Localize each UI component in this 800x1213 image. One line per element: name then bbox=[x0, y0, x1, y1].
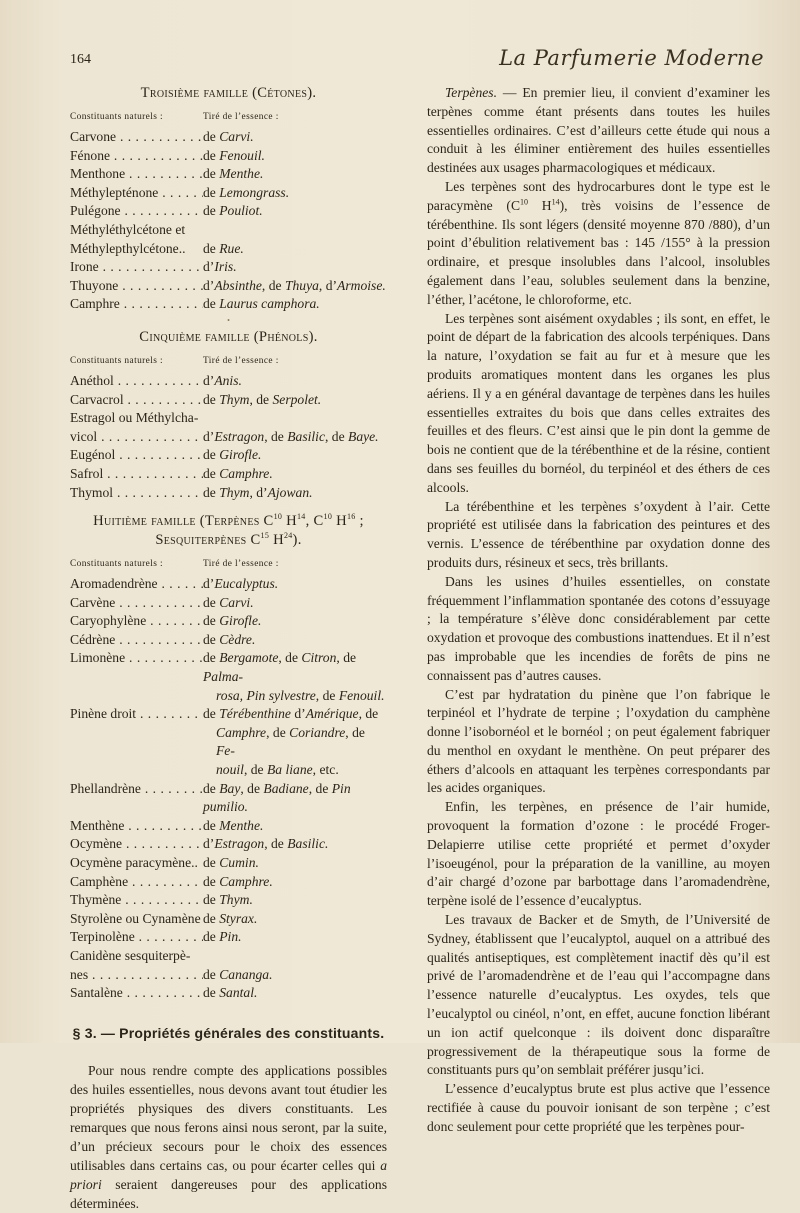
column-header-source: Tiré de l’essence : bbox=[203, 355, 279, 366]
source-plant-name: Baye. bbox=[348, 428, 379, 444]
paragraph-text: Pour nous rendre compte des applications possibles des huiles essentielles, nous devons avant tout étudier les propriétés physiques des divers constituants. Les remarques que nous ferons ainsi nous seront, par la suite, d’un précieux secours pour le choix des essences utilisables dans certains cas, ou pour écarter celles qui bbox=[70, 1062, 387, 1173]
column-header-source: Tiré de l’essence : bbox=[203, 112, 279, 122]
constituent-name: Menthone . . . bbox=[70, 165, 203, 184]
constituent-source bbox=[203, 446, 387, 465]
source-text: de bbox=[203, 184, 220, 200]
constituent-source bbox=[203, 184, 387, 203]
source-plant-name: nouil bbox=[216, 762, 244, 778]
source-text: , de bbox=[243, 762, 267, 778]
source-plant-name: Fe- bbox=[216, 743, 235, 759]
constituent-row bbox=[70, 240, 387, 259]
constituent-source bbox=[203, 984, 387, 1003]
column-headers bbox=[70, 112, 387, 124]
constituent-name: Pulégone . . . bbox=[70, 202, 203, 221]
source-text: d’ bbox=[203, 372, 215, 388]
paragraph-terpenes bbox=[427, 84, 770, 178]
constituent-name: Anéthol . . . bbox=[70, 372, 203, 391]
source-plant-name: Cumin. bbox=[219, 855, 259, 870]
source-plant-name: Thym. bbox=[219, 892, 253, 908]
constituent-source bbox=[203, 221, 387, 240]
constituent-row bbox=[70, 409, 387, 428]
constituent-source bbox=[203, 202, 387, 221]
constituent-source bbox=[203, 854, 387, 873]
right-column bbox=[427, 84, 770, 1137]
constituents-list-third-family bbox=[70, 128, 387, 314]
source-text: de bbox=[203, 650, 220, 666]
constituent-source bbox=[203, 409, 387, 428]
constituent-source bbox=[203, 594, 387, 613]
constituent-row bbox=[70, 631, 387, 650]
constituent-row bbox=[70, 147, 387, 166]
source-text: de bbox=[203, 892, 220, 908]
source-text: , de bbox=[249, 391, 273, 407]
paragraph-text: H bbox=[528, 197, 552, 213]
source-text: d’ bbox=[290, 706, 306, 722]
constituent-row bbox=[70, 484, 387, 503]
source-plant-name: Palma- bbox=[203, 669, 244, 685]
section-title-third-family: Troisième famille (Cétones). bbox=[140, 85, 317, 101]
source-text: de bbox=[203, 465, 220, 481]
source-plant-name: Pouliot. bbox=[219, 203, 263, 219]
source-plant-name: Lemongrass. bbox=[219, 184, 290, 200]
constituent-source bbox=[203, 780, 387, 817]
constituent-name: Pinène droit . . . bbox=[70, 705, 203, 724]
constituent-row bbox=[70, 391, 387, 410]
source-text: , d’ bbox=[318, 277, 338, 293]
paragraph-lead-italic: Terpènes. bbox=[445, 85, 497, 100]
constituent-row bbox=[70, 649, 387, 686]
constituent-name: Eugénol . . . bbox=[70, 446, 203, 465]
constituent-name: Cédrène . . . bbox=[70, 631, 203, 650]
constituent-row bbox=[70, 202, 387, 221]
constituent-row bbox=[70, 835, 387, 854]
paragraph-ozone: Enfin, les terpènes, en présence de l’air humide, provoquent la formation d’ozone : le procédé Froger-Delapierre utilise cette propriété et permet d’oxyder l’isoeugénol, pour la préparation de la vanilline, au moyen d’air chargé d’ozone par barbottage dans l’aromadendrène, terpène isolé de l’essence d’eucalyptus. bbox=[427, 799, 770, 909]
source-text: de bbox=[203, 985, 220, 1001]
constituent-name: vicol . . . bbox=[70, 428, 203, 447]
source-text: de bbox=[203, 613, 220, 629]
source-text: de bbox=[203, 296, 220, 312]
constituent-source bbox=[203, 873, 387, 892]
paragraph-factories: Dans les usines d’huiles essentielles, on constate fréquemment l’inflammation spontanée des cotons d’essuyage ; la température s’élève donc considérablement par cette oxydation et provoque des combustions inattendues. Et il n’est pas improbable que les incendies de forêts de pins ne connaissent pas d’autres causes. bbox=[427, 573, 770, 683]
left-column bbox=[70, 84, 387, 1213]
source-plant-name: Thuya bbox=[284, 277, 319, 293]
paragraph-text: — En premier lieu, il convient d’examiner les terpènes comme étant présents dans toutes les huiles essentielles ordinaires. C’est d’ailleurs cette étude qui nous a conduit à les éliminer entièrement des huiles essentielles destinées aux usages pharmacologiques et médicaux. bbox=[427, 85, 770, 176]
constituent-row bbox=[70, 761, 387, 780]
source-text: , de bbox=[358, 706, 379, 722]
source-plant-name: Serpolet. bbox=[272, 391, 322, 407]
running-title: La Parfumerie Moderne bbox=[499, 46, 764, 70]
constituent-row bbox=[70, 428, 387, 447]
column-header-source: Tiré de l’essence : bbox=[203, 559, 279, 570]
paragraph-hydration: C’est par hydratation du pinène que l’on fabrique le terpinéol et l’hydrate de terpine ; l’oxydation du camphène donne l’isobornéol et le bornéol ; on peut également fabriquer du menthol en oxydant le menthène. On peut préparer des éthers d’alcools en attaquant les terpènes correspondants par les acides organiques. bbox=[427, 686, 770, 796]
constituent-name: Canidène sesquiterpè- bbox=[70, 947, 191, 963]
constituent-name bbox=[70, 724, 203, 761]
source-plant-name: Thym bbox=[219, 484, 250, 500]
paragraph-text: ), très voisins de l’essence de térébenthine. Ils sont légers (densité moyenne 870 /880), d’un point d’ébulition relativement bas : 145 /155° à la pression ordinaire, et presque insolubles dans l’alcool, insolubles également dans l’eau, solubles seulement dans la benzine, l’éther, l’acétone, le chloroforme, etc. bbox=[427, 197, 771, 307]
formula-sup: 10 bbox=[323, 512, 333, 522]
constituent-row bbox=[70, 465, 387, 484]
constituent-source bbox=[203, 575, 387, 594]
formula-sup: 10 bbox=[273, 512, 283, 522]
constituent-source bbox=[203, 631, 387, 650]
paragraph-eucalyptus: L’essence d’eucalyptus brute est plus active que l’essence rectifiée à cause du pouvoir ionisant de son terpène ; c’est donc seulement pour cette propriété que les terpènes pour- bbox=[427, 1081, 770, 1134]
source-plant-name: Carvi. bbox=[219, 129, 254, 144]
constituent-source bbox=[203, 165, 387, 184]
source-text: de bbox=[203, 966, 220, 982]
page-number: 164 bbox=[70, 52, 91, 67]
source-plant-name: rosa, Pin sylvestre bbox=[216, 687, 316, 703]
source-text: de bbox=[203, 484, 220, 500]
formula-text: ; bbox=[355, 513, 364, 530]
source-plant-name: Fenouil. bbox=[219, 147, 265, 163]
paragraph-text: Les terpènes sont des hydrocarbures dont le type est le paracymène (C bbox=[427, 178, 770, 213]
source-text: de bbox=[203, 855, 220, 870]
source-text: de bbox=[203, 166, 220, 182]
source-text: , de bbox=[278, 650, 302, 666]
constituent-row bbox=[70, 928, 387, 947]
paragraph-sydney: Les travaux de Backer et de Smyth, de l’Université de Sydney, établissent que l’eucalyptol, auquel on a attribué des qualités antiseptiques, est complètement inactif dès qu’il est privé de l’aromadendrène et de l’eau qui l’accompagne dans l’essence naturelle d’eucalyptus. Les oxydes, tels que l’eucalyptol ou cinéol, n’ont, en effet, aucune fonction libérant un ion actif quelconque : ils doivent donc disparaître progressivement de la thérapeutique sous la forme de constituants purs qu’on semblait préférer jusqu’ici. bbox=[427, 912, 770, 1078]
constituent-name: Fénone . . . bbox=[70, 147, 203, 166]
source-text: de bbox=[203, 203, 220, 219]
source-plant-name: Styrax. bbox=[219, 910, 258, 926]
source-plant-name: Carvi. bbox=[219, 594, 254, 610]
constituent-row bbox=[70, 910, 387, 929]
source-plant-name: Girofle. bbox=[219, 613, 262, 629]
source-plant-name: Anis. bbox=[214, 372, 242, 388]
constituent-row bbox=[70, 446, 387, 465]
source-text: de bbox=[203, 929, 220, 945]
constituent-source bbox=[203, 835, 387, 854]
constituent-source bbox=[203, 947, 387, 966]
constituent-source bbox=[203, 891, 387, 910]
constituent-source bbox=[203, 428, 387, 447]
source-plant-name: Santal. bbox=[219, 985, 258, 1001]
formula-sup: 14 bbox=[551, 197, 560, 207]
source-plant-name: Basilic bbox=[287, 428, 325, 444]
column-header-constituents: Constituants naturels : bbox=[70, 355, 164, 366]
constituent-row bbox=[70, 780, 387, 817]
source-plant-name: Cèdre. bbox=[219, 631, 256, 647]
source-text: de bbox=[203, 391, 220, 407]
source-plant-name: Bay bbox=[219, 780, 241, 796]
constituent-row bbox=[70, 372, 387, 391]
constituent-row bbox=[70, 724, 387, 761]
constituent-source bbox=[203, 277, 387, 296]
constituent-source bbox=[203, 687, 387, 706]
section-title-eighth-family bbox=[70, 512, 387, 550]
constituent-source bbox=[203, 465, 387, 484]
source-plant-name: Camphre bbox=[216, 724, 267, 740]
column-headers bbox=[70, 356, 387, 368]
source-plant-name: Camphre. bbox=[219, 873, 273, 889]
source-plant-name: Thym bbox=[219, 391, 250, 407]
formula-text: H bbox=[269, 532, 284, 549]
constituent-source bbox=[203, 649, 387, 686]
constituent-name: Ocymène paracymène.. bbox=[70, 855, 198, 870]
constituent-source bbox=[203, 817, 387, 836]
source-plant-name: Amérique bbox=[305, 706, 359, 722]
constituent-name: Caryophylène . . . bbox=[70, 612, 203, 631]
constituents-list-fifth-family bbox=[70, 372, 387, 502]
constituent-name: Styrolène ou Cynamène . . . bbox=[70, 910, 203, 929]
source-plant-name: Cananga. bbox=[219, 966, 273, 982]
constituent-name: Irone . . . bbox=[70, 258, 203, 277]
intro-paragraph bbox=[70, 1061, 387, 1213]
source-text: , de bbox=[308, 780, 332, 796]
source-plant-name: Ajowan. bbox=[267, 484, 313, 500]
constituent-name: Camphène . . . bbox=[70, 873, 203, 892]
source-text: d’ bbox=[203, 277, 215, 293]
constituent-source bbox=[203, 128, 387, 147]
constituent-source bbox=[203, 240, 387, 259]
source-plant-name: Absinthe bbox=[214, 277, 262, 293]
constituent-source bbox=[203, 761, 387, 780]
source-plant-name: Fenouil. bbox=[338, 687, 385, 703]
source-plant-name: Bergamote bbox=[219, 650, 279, 666]
source-text: , de bbox=[315, 687, 339, 703]
constituent-name: Limonène . . . bbox=[70, 649, 203, 686]
constituent-source bbox=[203, 724, 387, 761]
constituent-source bbox=[203, 705, 387, 724]
source-text: , de bbox=[261, 277, 285, 293]
source-plant-name: Basilic. bbox=[287, 836, 329, 852]
constituent-row bbox=[70, 221, 387, 240]
source-plant-name: Girofle. bbox=[219, 447, 262, 463]
source-plant-name: Estragon bbox=[214, 428, 265, 444]
constituent-name: Phellandrène . . . bbox=[70, 780, 203, 817]
constituent-name: Ocymène . . . bbox=[70, 835, 203, 854]
source-plant-name: Iris. bbox=[214, 259, 237, 275]
source-text: de bbox=[203, 780, 220, 796]
source-text: , de bbox=[345, 724, 365, 740]
constituent-name: Estragol ou Méthylcha- bbox=[70, 410, 199, 426]
constituent-row bbox=[70, 594, 387, 613]
constituent-source bbox=[203, 147, 387, 166]
constituent-name bbox=[70, 687, 203, 706]
constituent-row bbox=[70, 705, 387, 724]
source-text: de bbox=[203, 240, 220, 256]
source-plant-name: Coriandre bbox=[289, 724, 346, 740]
constituent-row bbox=[70, 854, 387, 873]
constituent-name: Carvène . . . bbox=[70, 594, 203, 613]
formula-sup: 10 bbox=[520, 197, 529, 207]
paragraph-oxidation: Les terpènes sont aisément oxydables ; ils sont, en effet, le point de départ de la fabrication des alcools terpéniques. Dans la nature, l’oxydation se fait au fur et à mesure que les produits aromatiques montent dans les organes les plus aériens. Il y a en général davantage de terpènes dans les huiles essentielles extraites du bois que dans celles extraites des feuilles et des fleurs. C’est ainsi que le pin dont la gemme de bois ne contient que de la térébenthine et de la résine, contient dans ses feuilles du bornéol, du terpinéol et des éthers de ces alcools. bbox=[427, 310, 770, 495]
source-text: de bbox=[203, 447, 220, 463]
subsection-title: § 3. — Propriétés générales des constituants. bbox=[72, 1024, 385, 1041]
formula-text: (Terpènes C bbox=[195, 513, 274, 530]
constituent-name: Terpinolène . . . bbox=[70, 928, 203, 947]
section-title-eighth-family-label: Huitième famille bbox=[93, 513, 196, 530]
source-text: , de bbox=[240, 780, 264, 796]
constituent-source bbox=[203, 928, 387, 947]
source-plant-name: Camphre. bbox=[219, 465, 273, 481]
source-plant-name: Rue. bbox=[219, 240, 244, 256]
formula-text: , C bbox=[305, 513, 324, 530]
constituent-row bbox=[70, 295, 387, 314]
source-plant-name: Ba liane bbox=[266, 762, 313, 778]
source-text: , de bbox=[324, 428, 349, 444]
constituent-source bbox=[203, 612, 387, 631]
constituent-source bbox=[203, 966, 387, 985]
constituent-source bbox=[203, 910, 387, 929]
constituent-row bbox=[70, 947, 387, 966]
paragraph-text: seraient dangereuses pour des applications déterminées. bbox=[70, 1176, 387, 1211]
source-text: , d’ bbox=[249, 484, 268, 500]
constituents-list-eighth-family bbox=[70, 575, 387, 1003]
paragraph-hydrocarbons bbox=[427, 178, 770, 310]
constituent-row bbox=[70, 165, 387, 184]
constituent-row bbox=[70, 128, 387, 147]
constituent-row bbox=[70, 891, 387, 910]
constituent-name: Aromadendrène . . . bbox=[70, 575, 203, 594]
constituent-name: Thymène . . . bbox=[70, 891, 203, 910]
constituent-name: Carvacrol . . . bbox=[70, 391, 203, 410]
formula-text: H bbox=[332, 513, 347, 530]
source-plant-name: Badiane bbox=[263, 780, 309, 796]
constituent-name: Santalène . . . bbox=[70, 984, 203, 1003]
constituent-row bbox=[70, 612, 387, 631]
section-title-fifth-family: Cinquième famille (Phénols). bbox=[139, 328, 318, 345]
constituent-name: Méthylepténone . . . bbox=[70, 184, 203, 203]
constituent-name: Thymol . . . bbox=[70, 484, 203, 503]
constituent-row bbox=[70, 817, 387, 836]
source-plant-name: Pin. bbox=[219, 929, 242, 945]
constituent-row bbox=[70, 873, 387, 892]
source-plant-name: Menthe. bbox=[219, 166, 264, 182]
source-plant-name: Menthe. bbox=[219, 817, 264, 833]
source-text: de bbox=[203, 873, 220, 889]
constituent-name: Menthène . . . bbox=[70, 817, 203, 836]
constituent-row bbox=[70, 966, 387, 985]
page-header bbox=[70, 46, 764, 72]
source-plant-name: Eucalyptus. bbox=[214, 576, 279, 592]
constituent-source bbox=[203, 295, 387, 314]
paragraph-italic: a priori bbox=[70, 1157, 387, 1192]
source-text: de bbox=[203, 817, 220, 833]
formula-text: Sesquiterpènes C bbox=[155, 532, 261, 549]
source-text: de bbox=[203, 147, 220, 163]
constituent-row bbox=[70, 984, 387, 1003]
formula-sup: 15 bbox=[260, 531, 270, 541]
source-text: de bbox=[203, 594, 220, 610]
paragraph-turpentine: La térébenthine et les terpènes s’oxydent à l’air. Cette propriété est utilisée dans la fabrication des peintures et des vernis. L’essence de térébenthine par oxydation donne des produits durs, résineux et secs, très brillants. bbox=[427, 498, 770, 570]
constituent-name: Safrol . . . bbox=[70, 465, 203, 484]
source-text: d’ bbox=[203, 836, 215, 852]
constituent-row bbox=[70, 687, 387, 706]
source-plant-name: Laurus camphora. bbox=[219, 296, 320, 312]
constituent-name: Thuyone . . . bbox=[70, 277, 203, 296]
source-plant-name: Estragon bbox=[214, 836, 265, 852]
constituent-row bbox=[70, 258, 387, 277]
source-plant-name: Pin pumilio. bbox=[203, 780, 351, 815]
constituent-row bbox=[70, 184, 387, 203]
constituent-source bbox=[203, 484, 387, 503]
column-header-constituents: Constituants naturels : bbox=[70, 112, 164, 122]
formula-text: ). bbox=[292, 532, 302, 549]
formula-sup: 24 bbox=[283, 531, 293, 541]
column-header-constituents: Constituants naturels : bbox=[70, 559, 164, 570]
constituent-source bbox=[203, 372, 387, 391]
source-plant-name: Térébenthine bbox=[219, 706, 291, 722]
source-text: d’ bbox=[203, 428, 215, 444]
source-text: de bbox=[203, 129, 220, 144]
source-text: , de bbox=[264, 836, 288, 852]
source-plant-name: Citron bbox=[301, 650, 337, 666]
constituent-name bbox=[70, 761, 203, 780]
source-text: , de bbox=[264, 428, 288, 444]
constituent-source bbox=[203, 391, 387, 410]
source-text: de bbox=[203, 706, 220, 722]
constituent-row bbox=[70, 277, 387, 296]
source-text: de bbox=[203, 631, 220, 647]
source-text: d’ bbox=[203, 259, 215, 275]
constituent-name: Méthylepthylcétone.. bbox=[70, 240, 186, 256]
source-text: de bbox=[203, 910, 220, 926]
source-plant-name: Armoise. bbox=[337, 277, 386, 293]
constituent-name: Camphre . . . bbox=[70, 295, 203, 314]
source-text: , de bbox=[266, 724, 290, 740]
constituent-name: Méthyléthylcétone et bbox=[70, 221, 186, 237]
source-text: , etc. bbox=[312, 762, 339, 778]
separator-dot: • bbox=[227, 315, 230, 325]
source-text: d’ bbox=[203, 576, 215, 592]
constituent-name: nes . . . bbox=[70, 966, 203, 985]
constituent-row bbox=[70, 575, 387, 594]
formula-sup: 16 bbox=[346, 512, 356, 522]
column-headers bbox=[70, 559, 387, 571]
constituent-source bbox=[203, 258, 387, 277]
formula-text: H bbox=[282, 513, 297, 530]
formula-sup: 14 bbox=[296, 512, 306, 522]
constituent-name: Carvone . . . bbox=[70, 128, 203, 147]
source-text: , de bbox=[336, 650, 357, 666]
